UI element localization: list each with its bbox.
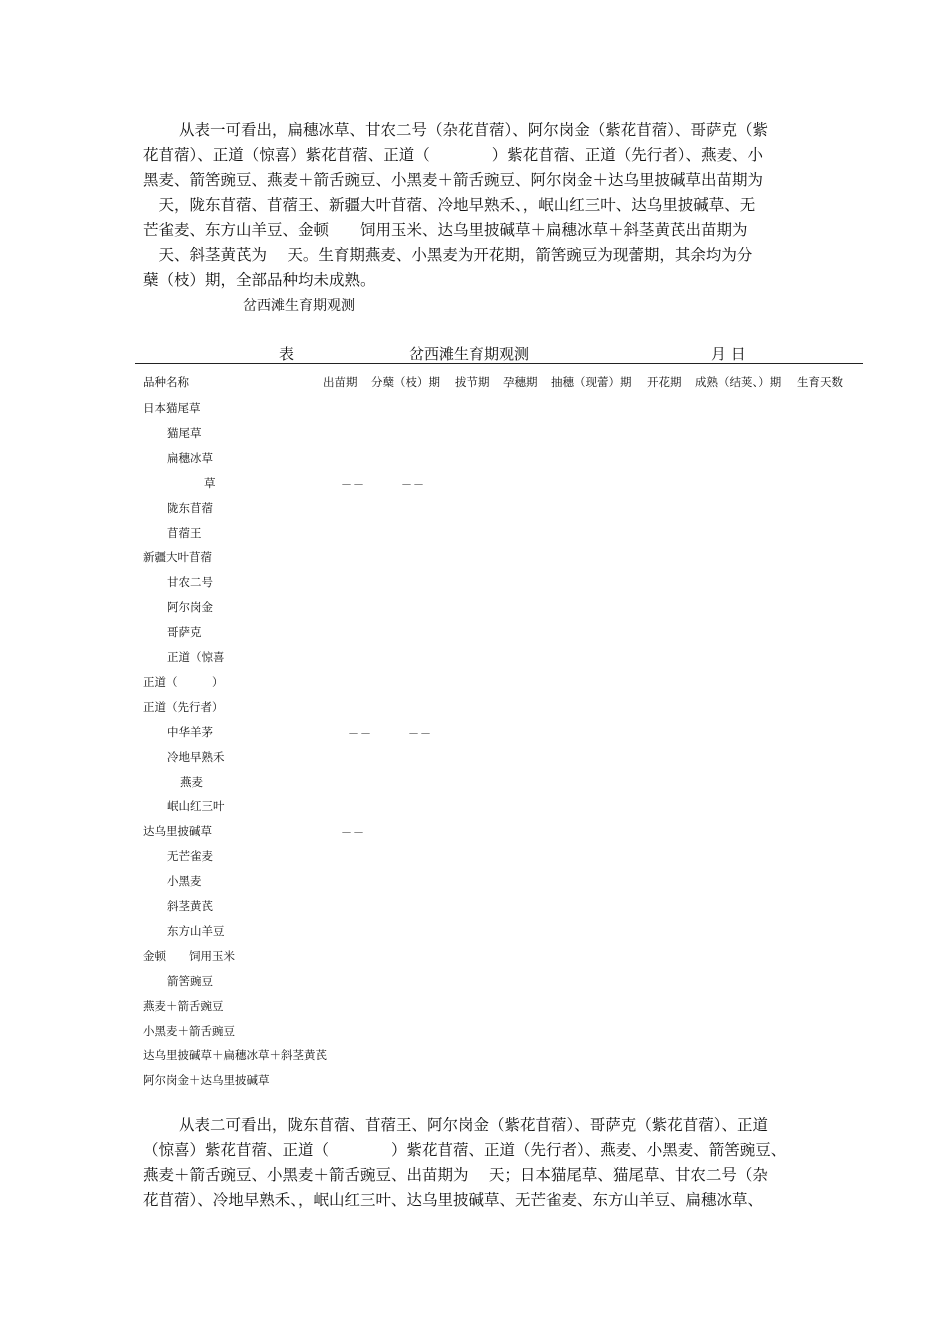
table-row-name: 中华羊茅	[167, 724, 213, 739]
table-row-name: 甘农二号	[167, 575, 213, 590]
table-row-name: 东方山羊豆	[167, 923, 225, 938]
paragraph-2-line-4: 花苜蓿）、冷地早熟禾、，岷山红三叶、达乌里披碱草、无芒雀麦、东方山羊豆、扁穗冰草、	[143, 1191, 764, 1209]
header-booting: 孕穗期	[503, 375, 538, 389]
table-row-name: 达乌里披碱草	[143, 824, 212, 839]
table-cell: －－	[341, 477, 365, 491]
paragraph-1-line-4: 天，陇东苜蓿、苜蓿王、新疆大叶苜蓿、冷地早熟禾、，岷山红三叶、达乌里披碱草、无	[143, 196, 756, 214]
table-row-name: 燕麦＋箭舌豌豆	[143, 998, 224, 1013]
table-row-name: 日本猫尾草	[143, 401, 201, 415]
table-row-name: 苜蓿王	[167, 525, 202, 540]
header-variety-name: 品种名称	[143, 375, 189, 389]
table-top-rule	[135, 363, 863, 364]
table-row-name: 冷地早熟禾	[167, 749, 225, 764]
table-row-name: 新疆大叶苜蓿	[143, 550, 212, 565]
table-row-name: 正道（ ）	[143, 674, 224, 689]
paragraph-1-line-2: 花苜蓿）、正道（惊喜）紫花苜蓿、正道（ ）紫花苜蓿、正道（先行者）、燕麦、小	[143, 146, 764, 164]
table-row-name: 猫尾草	[167, 425, 202, 440]
table-cell: －－	[408, 726, 432, 740]
header-emergence: 出苗期	[323, 375, 358, 389]
table-title-center: 岔西滩生育期观测	[409, 345, 530, 363]
paragraph-1-line-6: 天、斜茎黄芪为 天。生育期燕麦、小黑麦为开花期，箭筈豌豆为现蕾期，其余均为分	[143, 246, 753, 264]
table-row-name: 小黑麦	[167, 874, 202, 889]
paragraph-1-line-7: 蘖（枝）期，全部品种均未成熟。	[143, 271, 376, 289]
table-row-name: 正道（惊喜	[167, 650, 225, 664]
header-flowering: 开花期	[647, 375, 682, 389]
table-row-name: 无芒雀麦	[167, 849, 213, 864]
table-row-name: 箭筈豌豆	[167, 973, 213, 988]
paragraph-1-line-5: 芒雀麦、东方山羊豆、金顿 饲用玉米、达乌里披碱草＋扁穗冰草＋斜茎黄芪出苗期为	[143, 221, 748, 239]
table-row-name: 阿尔岗金	[167, 600, 213, 615]
table-row-name: 阿尔岗金＋达乌里披碱草	[143, 1073, 270, 1088]
table-title-right: 月 日	[711, 345, 746, 363]
table-row-name: 燕麦	[180, 774, 203, 789]
table-cell: －－	[401, 477, 425, 491]
header-jointing: 拔节期	[455, 375, 490, 389]
table-cell: －－	[348, 726, 372, 740]
table-row-name: 哥萨克	[167, 625, 202, 640]
table-title-left: 表	[279, 345, 295, 363]
table-row-name: 斜茎黄芪	[167, 899, 213, 913]
table-row-name: 正道（先行者）	[143, 699, 224, 714]
paragraph-2-line-2: （惊喜）紫花苜蓿、正道（ ）紫花苜蓿、正道（先行者）、燕麦、小黑麦、箭筈豌豆、	[143, 1141, 787, 1159]
table-row-name: 金顿 饲用玉米	[143, 948, 235, 963]
table-row-name: 扁穗冰草	[167, 450, 213, 465]
header-growth-days: 生育天数	[797, 375, 843, 389]
paragraph-2-line-3: 燕麦＋箭舌豌豆、小黑麦＋箭舌豌豆、出苗期为 天；日本猫尾草、猫尾草、甘农二号（杂	[143, 1166, 768, 1184]
table-cell: －－	[341, 826, 365, 840]
paragraph-2-line-1: 从表二可看出，陇东苜蓿、苜蓿王、阿尔岗金（紫花苜蓿）、哥萨克（紫花苜蓿）、正道	[179, 1116, 769, 1134]
header-maturity: 成熟（结荚、）期	[695, 375, 782, 389]
header-tillering: 分蘖（枝）期	[371, 375, 440, 389]
paragraph-1-line-1: 从表一可看出，扁穗冰草、甘农二号（杂花苜蓿）、阿尔岗金（紫花苜蓿）、哥萨克（紫	[179, 121, 769, 139]
table-row-name: 草	[204, 475, 216, 490]
header-heading: 抽穗（现蕾）期	[551, 375, 632, 389]
table-row-name: 达乌里披碱草＋扁穗冰草＋斜茎黄芪	[143, 1048, 327, 1063]
paragraph-1-line-3: 黑麦、箭筈豌豆、燕麦＋箭舌豌豆、小黑麦＋箭舌豌豆、阿尔岗金＋达乌里披碱草出苗期为	[143, 171, 764, 189]
caption: 岔西滩生育期观测	[243, 298, 355, 314]
table-row-name: 岷山红三叶	[167, 799, 225, 814]
table-row-name: 陇东苜蓿	[167, 500, 213, 515]
table-row-name: 小黑麦＋箭舌豌豆	[143, 1023, 235, 1038]
